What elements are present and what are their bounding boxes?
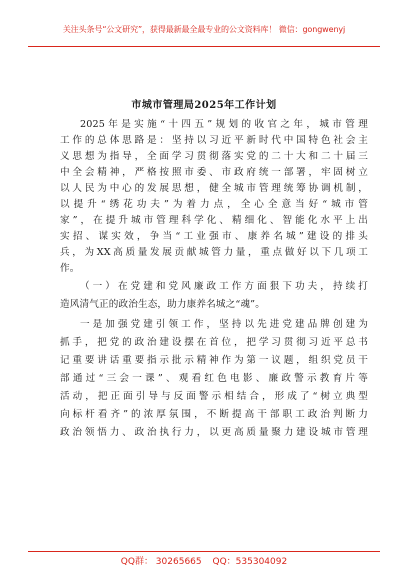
body-line: 中全会精神，严格按照市委、市政府统一部署，牢固树立 <box>60 167 368 178</box>
body-line: 向标杆看齐”的浓厚氛围，不断提高干部职工政治判断力 <box>60 409 368 420</box>
body-line: 作。 <box>60 263 80 274</box>
body-line: 实招、谋实效，争当“工业强市、康养名城”建设的排头 <box>60 231 368 242</box>
body-line: 义思想为指导，全面学习贯彻落实党的二十大和二十届三 <box>60 151 368 162</box>
document-title: 市城市管理局2025年工作计划 <box>131 100 277 111</box>
body-line: 家”，在提升城市管理科学化、精细化、智能化水平上出 <box>60 215 368 226</box>
qq-number: QQ：535304092 <box>212 557 288 567</box>
footer-contact <box>0 554 408 567</box>
body-line: 抓手，把党的政治建设摆在首位，把学习贯彻习近平总书 <box>60 337 368 348</box>
body-line: 兵，为XX高质量发展贡献城管力量，重点做好以下几项工 <box>60 247 368 258</box>
header-divider <box>28 46 380 47</box>
body-line: 2025年是实施“十四五”规划的收官之年，城市管理 <box>80 119 368 130</box>
body-line: 一是加强党建引领工作，坚持以先进党建品牌创建为 <box>80 319 368 330</box>
body-line: 以提升“绣花功夫”为着力点，全心全意当好“城市管 <box>60 199 368 210</box>
body-line: 活动，把正面引导与反面警示相结合，形成了“树立典型 <box>60 391 368 402</box>
header-banner: 关注头条号“公文研究”，获得最新最全最专业的公文资料库！ 微信：gongwenyj <box>62 25 346 34</box>
body-line: 政治领悟力、政治执行力，以更高质量聚力建设城市管理 <box>60 427 368 438</box>
body-line: 以人民为中心的发展思想，健全城市管理统筹协调机制， <box>60 183 368 194</box>
section-heading: 造风清气正的政治生态，助力康养名城之“魂”。 <box>60 299 265 310</box>
body-line: 记重要讲话重要指示批示精神作为第一议题，组织党员干 <box>60 355 368 366</box>
section-heading: （一）在党建和党风廉政工作方面狠下功夫，持续打 <box>80 281 368 292</box>
footer-divider <box>28 551 380 552</box>
qq-group-number: QQ群： 30265665 <box>120 557 202 567</box>
body-line: 部通过“三会一课”、观看红色电影、廉政警示教育片等 <box>60 373 368 384</box>
body-line: 工作的总体思路是：坚持以习近平新时代中国特色社会主 <box>60 135 368 146</box>
